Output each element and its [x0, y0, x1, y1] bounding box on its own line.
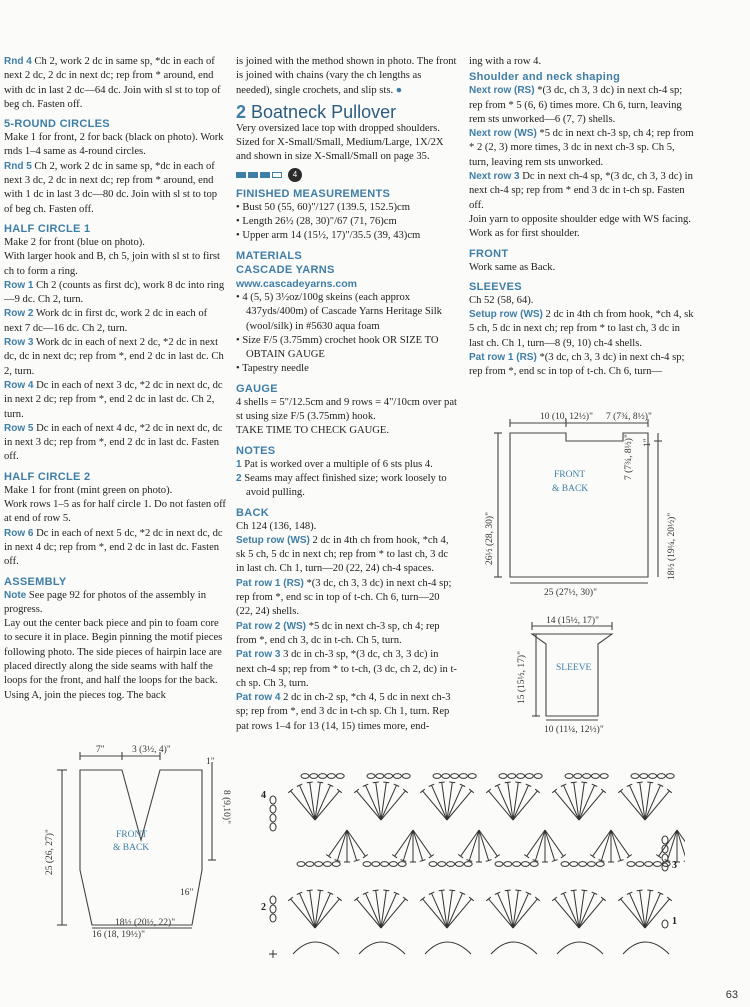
instruction-text: Make 1 for front, 2 for back (black on photo). Work rnds 1–4 same as 4-round circles. — [4, 132, 224, 158]
chain-stitch — [442, 774, 450, 779]
dc-stitch-top — [515, 890, 521, 891]
dc-stitch-top — [383, 890, 389, 891]
chain-stitch — [657, 774, 665, 779]
chain-stitch — [587, 862, 595, 867]
dc-stitch-top — [561, 854, 566, 857]
chain-stitch — [591, 774, 599, 779]
row-label: Row 5 — [4, 422, 34, 434]
row-label: Pat row 2 (WS) — [236, 620, 307, 632]
chain-stitch — [402, 774, 410, 779]
chain-stitch — [429, 862, 437, 867]
instruction-text: Lay out the center back piece and pin to foam core to secure it in place. Begin pinning the motif pieces following photo. The side pieces of hairpin lace are placed directly along the side seams with half the loops for the front, and half the loops for the back. Using A, join the pieces tog. The back — [4, 618, 223, 701]
dc-stitch-top — [581, 890, 587, 891]
chain-stitch — [385, 774, 393, 779]
row-label: Pat row 1 (RS) — [236, 577, 304, 589]
dc-stitch-top — [307, 890, 313, 891]
turning-chain — [270, 896, 276, 904]
turning-chain — [662, 854, 668, 862]
dc-stitch-top — [590, 854, 595, 857]
row-label: Pat row 1 (RS) — [469, 352, 537, 364]
pattern-intro: Very oversized lace top with dropped shoulders. Sized for X-Small/Small, Medium/Large, 1X/2X and shown in size X-Small/Small on page 35. — [236, 122, 444, 163]
dc-stitch — [413, 830, 423, 861]
chart-row-3: 3 — [672, 860, 677, 871]
chain-stitch — [363, 862, 371, 867]
chain-stitch — [649, 774, 657, 779]
vest-top-width: 7" — [96, 745, 105, 755]
pattern-title — [236, 102, 458, 122]
foundation-arc — [359, 942, 405, 954]
instruction-text: *(3 dc, ch 3, 3 dc) in next ch-4 sp; rep from * 5 (6, 6) times more. Ch 6, turn, leaving rem sts unworked—6 (7, 7) shells. — [469, 85, 683, 125]
instruction-text: 2 dc in ch-2 sp, *ch 4, 5 dc in next ch-3 sp; rep from *, end 3 dc in t-ch sp. Ch 1, turn. Rep pat rows 1–4 for 13 (14, 15) times more, end- — [236, 692, 451, 732]
chain-stitch — [297, 862, 305, 867]
vest-label-front: FRONT — [116, 830, 148, 840]
dc-stitch-top — [317, 782, 323, 783]
instruction-text: *5 dc in next ch-3 sp, ch 4; rep from * 2 (2, 3) more times, 3 dc in next ch-3 sp. Ch 5, turn, leaving rem sts unworked. — [469, 128, 694, 168]
pullover-width: 25 (27½, 30)" — [544, 588, 597, 598]
pullover-neck-width: 7 (7¾, 8½)" — [606, 412, 652, 422]
pullover-drop2: 7 (7¾, 8½)" — [624, 434, 634, 480]
dc-stitch — [479, 830, 497, 856]
chain-stitch — [376, 774, 384, 779]
list-item: • Tapestry needle — [236, 363, 309, 375]
chain-stitch — [332, 862, 340, 867]
chain-stitch — [631, 774, 639, 779]
page-number: 63 — [725, 989, 738, 1001]
row-label: Row 4 — [4, 379, 34, 391]
instruction-text: With larger hook and B, ch 5, join with sl st to first ch to form a ring. — [4, 251, 220, 277]
chain-stitch — [459, 774, 467, 779]
instruction-text: Ch 124 (136, 148). — [236, 520, 317, 532]
list-item: • Size F/5 (3.75mm) crochet hook OR SIZE TO OBTAIN GAUGE — [236, 334, 439, 361]
pullover-label-front: FRONT — [554, 470, 586, 480]
list-item: • Bust 50 (55, 60)"/127 (139.5, 152.5)cm — [236, 201, 410, 213]
chain-stitch — [627, 862, 635, 867]
pattern-name: Boatneck Pullover — [251, 101, 397, 122]
chain-stitch — [570, 862, 578, 867]
column-3 — [469, 55, 695, 380]
dc-stitch — [545, 830, 555, 861]
pullover-label-back: & BACK — [552, 484, 589, 494]
chain-stitch — [310, 774, 318, 779]
dc-stitch — [403, 830, 413, 861]
section-heading: FINISHED MEASUREMENTS — [236, 187, 391, 200]
section-heading: HALF CIRCLE 1 — [4, 222, 91, 235]
turning-chain — [662, 863, 668, 871]
instruction-text: 3 dc in ch-3 sp, *(3 dc, ch 3, 3 dc) in next ch-4 sp; rep from * to t-ch, (3 dc, ch 2, dc) in t-ch sp. Ch 3, turn. — [236, 649, 457, 689]
sleeve-label: SLEEVE — [556, 663, 592, 673]
chain-stitch — [666, 774, 674, 779]
row-label: Next row 3 — [469, 171, 520, 183]
pullover-length: 26½ (28, 30)" — [485, 512, 495, 565]
chain-stitch — [600, 774, 608, 779]
chain-stitch — [640, 774, 648, 779]
dc-stitch-top — [449, 782, 455, 783]
dc-stitch-top — [429, 854, 434, 857]
chart-row-1: 1 — [672, 916, 677, 927]
row-label: Pat row 3 — [236, 649, 281, 661]
dc-stitch-top — [439, 782, 445, 783]
dc-stitch-top — [326, 854, 331, 857]
instruction-text: Dc in each of next 3 dc, *2 dc in next dc, dc in next 2 dc; rep from *, end 2 dc in last dc. Ch 2, turn. — [4, 379, 223, 420]
chain-stitch — [579, 862, 587, 867]
chain-stitch — [521, 862, 529, 867]
dc-stitch-top — [495, 854, 500, 857]
dc-stitch-top — [515, 782, 521, 783]
chain-stitch — [525, 774, 533, 779]
dc-stitch — [601, 830, 611, 861]
chain-stitch — [513, 862, 521, 867]
chain-stitch — [495, 862, 503, 867]
chain-stitch — [464, 862, 472, 867]
instruction-text: Join yarn to opposite shoulder edge with WS facing. Work as for first shoulder. — [469, 213, 691, 240]
dc-stitch-top — [524, 854, 529, 857]
brand-url[interactable]: www.cascadeyarns.com — [236, 277, 358, 290]
turning-chain — [270, 805, 276, 813]
instruction-text: Make 1 for front (mint green on photo). — [4, 484, 173, 496]
dc-stitch — [337, 830, 347, 861]
chain-stitch — [319, 774, 327, 779]
row-label: Row 3 — [4, 337, 34, 349]
chain-stitch — [393, 774, 401, 779]
chain-stitch — [315, 862, 323, 867]
dc-stitch-top — [449, 890, 455, 891]
section-heading: BACK — [236, 506, 269, 519]
dc-stitch — [667, 830, 677, 861]
dc-stitch — [545, 830, 563, 856]
chain-stitch — [508, 774, 516, 779]
dc-stitch — [347, 830, 357, 861]
row-label: Next row (RS) — [469, 85, 535, 97]
dc-stitch — [479, 830, 489, 861]
section-heading: MATERIALS — [236, 249, 303, 262]
pullover-side: 18½ (19¼, 20½)" — [667, 512, 677, 580]
chain-stitch — [517, 774, 525, 779]
list-item: 1 Pat is worked over a multiple of 6 sts plus 4. — [236, 458, 433, 470]
dc-stitch — [329, 830, 347, 856]
chain-stitch — [653, 862, 661, 867]
dc-stitch-top — [505, 782, 511, 783]
chain-stitch — [504, 862, 512, 867]
sleeve-schematic — [512, 612, 632, 742]
dc-stitch-top — [581, 782, 587, 783]
chain-stitch — [433, 774, 441, 779]
row-label: Rnd 4 — [4, 56, 32, 67]
instruction-text: 4 shells = 5"/12.5cm and 9 rows = 4"/10cm over pat st using size F/5 (3.75mm) hook. — [236, 396, 457, 423]
pullover-top-width: 10 (10, 12½)" — [540, 412, 593, 422]
dc-stitch — [469, 830, 479, 861]
foundation-arc — [491, 942, 537, 954]
chain-stitch — [596, 862, 604, 867]
instruction-text: Dc in next ch-4 sp, *(3 dc, ch 3, 3 dc) in next ch-4 sp; rep from * end 3 dc in t-ch sp. Fasten off. — [469, 171, 693, 211]
turning-chain — [270, 905, 276, 913]
chain-stitch — [327, 774, 335, 779]
dc-stitch — [395, 830, 413, 856]
vest-length: 25 (26, 27)" — [45, 829, 55, 875]
hook-size-badge: 4 — [288, 168, 302, 182]
chain-stitch — [336, 774, 344, 779]
turning-chain — [270, 914, 276, 922]
turning-chain — [662, 836, 668, 844]
dc-stitch — [659, 830, 677, 856]
dc-stitch-top — [392, 854, 397, 857]
dc-stitch-top — [647, 782, 653, 783]
instruction-text: Ch 2, work 2 dc in same sp, *dc in each of next 3 dc, 2 dc in next dc; rep from * around, end with 1 dc in last 3 dc—80 dc. Join with sl st to top of beg ch. Fasten off. — [4, 160, 218, 215]
vest-schematic — [40, 740, 240, 940]
instruction-text: 2 dc in 4th ch from hook, *ch 4, sk 5 ch, 5 dc in next ch; rep from * to last ch, 3 dc in last ch. Ch 1, turn—20 (22, 24) ch-4 spaces. — [236, 534, 449, 575]
dc-stitch — [461, 830, 479, 856]
list-item: • Upper arm 14 (15½, 17)"/35.5 (39, 43)cm — [236, 230, 421, 242]
chain-stitch — [398, 862, 406, 867]
stitch-chart — [255, 760, 685, 965]
chain-stitch — [455, 862, 463, 867]
row-label: Pat row 4 — [236, 692, 281, 704]
dc-stitch-top — [637, 782, 643, 783]
dc-stitch — [413, 830, 431, 856]
dc-stitch-top — [363, 854, 368, 857]
vest-width: 18½ (20½, 22)" — [115, 918, 176, 928]
chain-stitch — [372, 862, 380, 867]
vest-shoulder-drop: 1" — [206, 757, 215, 767]
dc-stitch-top — [439, 890, 445, 891]
vest-label-back: & BACK — [113, 843, 150, 853]
pullover-drop: 1" — [643, 438, 653, 447]
chain-stitch — [534, 774, 542, 779]
section-heading: ASSEMBLY — [4, 575, 67, 588]
dc-stitch-top — [656, 854, 661, 857]
dc-stitch — [347, 830, 365, 856]
instruction-text: ing with a row 4. — [469, 56, 542, 67]
instruction-text: *(3 dc, ch 3, 3 dc) in next ch-4 sp; rep from *, end sc in top of t-ch. Ch 6, turn— — [469, 352, 685, 378]
dc-stitch-top — [571, 782, 577, 783]
row-label: Row 6 — [4, 527, 34, 539]
row-label: Row 2 — [4, 308, 34, 320]
section-heading: GAUGE — [236, 382, 278, 395]
dc-stitch — [611, 830, 629, 856]
row-label: Rnd 5 — [4, 160, 32, 172]
section-heading: 5-ROUND CIRCLES — [4, 118, 110, 131]
instruction-text: Work dc in each of next 2 dc, *2 dc in next dc, dc in next dc; rep from *, end 2 dc in last dc. Ch 2, turn. — [4, 337, 224, 377]
foundation-arc — [557, 942, 603, 954]
chart-row-2: 2 — [261, 902, 266, 913]
instruction-text: Ch 52 (58, 64). — [469, 294, 534, 306]
dc-stitch-top — [317, 890, 323, 891]
chain-stitch — [583, 774, 591, 779]
foundation-arc — [293, 942, 339, 954]
turning-chain — [270, 814, 276, 822]
instruction-text: 2 dc in 4th ch from hook, *ch 4, sk 5 ch, 5 dc in next ch; rep from * to last ch, 3 dc in last ch. Ch 1, turn—8 (9, 10) ch-4 shells. — [469, 309, 694, 349]
sleeve-length: 15 (15½, 17)" — [517, 651, 527, 704]
instruction-text: Work dc in first dc, work 2 dc in each of next 7 dc—16 dc. Ch 2, turn. — [4, 308, 208, 334]
chain-stitch — [323, 862, 331, 867]
section-heading: NOTES — [236, 444, 276, 457]
row-label: Next row (WS) — [469, 128, 537, 140]
dc-stitch-top — [571, 890, 577, 891]
brand-heading: CASCADE YARNS — [236, 263, 335, 276]
dc-stitch-top — [383, 782, 389, 783]
chain-stitch — [468, 774, 476, 779]
sleeve-outline — [532, 634, 612, 716]
instruction-text: See page 92 for photos of the assembly in progress. — [4, 589, 206, 615]
list-item: 2 Seams may affect finished size; work loosely to avoid pulling. — [236, 472, 447, 499]
instruction-text: *5 dc in next ch-3 sp, ch 4; rep from *, end ch 3, dc in t-ch. Ch 5, turn. — [236, 620, 440, 646]
instruction-text: is joined with the method shown in photo. The front is joined with chains (vary the ch lengths as needed), single crochets, and slip sts. — [236, 56, 457, 96]
chain-stitch — [306, 862, 314, 867]
turning-chain — [662, 845, 668, 853]
pullover-schematic — [478, 405, 683, 605]
chain-stitch — [645, 862, 653, 867]
dc-stitch-top — [373, 890, 379, 891]
chain-stitch — [381, 862, 389, 867]
chain-stitch — [451, 774, 459, 779]
vest-neck-width: 3 (3½, 4)" — [132, 745, 171, 755]
instruction-text: Dc in each of next 5 dc, *2 dc in next dc, dc in next 4 dc; rep from *, end 2 dc in last dc. Fasten off. — [4, 527, 223, 568]
dc-stitch-top — [307, 782, 313, 783]
dc-stitch-top — [373, 782, 379, 783]
chain-stitch — [447, 862, 455, 867]
chain-stitch — [499, 774, 507, 779]
dc-stitch-top — [458, 854, 463, 857]
row-label: Row 1 — [4, 279, 34, 291]
dc-stitch-top — [647, 890, 653, 891]
turning-chain — [662, 920, 668, 928]
column-1 — [4, 55, 226, 703]
dc-stitch — [677, 830, 685, 861]
column-2 — [236, 55, 458, 734]
dc-stitch-top — [627, 854, 632, 857]
dc-stitch — [611, 830, 621, 861]
instruction-text: Ch 2 (counts as first dc), work 8 dc into ring—9 dc. Ch 2, turn. — [4, 279, 225, 306]
chain-stitch — [530, 862, 538, 867]
end-dot-icon: ● — [395, 84, 403, 96]
note-label: Note — [4, 589, 27, 601]
chain-stitch — [301, 774, 309, 779]
sleeve-bottom: 10 (11¼, 12½)" — [544, 725, 604, 735]
dc-stitch-top — [505, 890, 511, 891]
row-label: Setup row (WS) — [236, 534, 310, 546]
instruction-text: Work same as Back. — [469, 261, 556, 273]
instruction-text: Make 2 for front (blue on photo). — [4, 236, 145, 248]
turning-chain — [270, 796, 276, 804]
chain-stitch — [636, 862, 644, 867]
dc-stitch-top — [637, 890, 643, 891]
vest-bottom: 16 (18, 19½)" — [92, 930, 145, 940]
chain-stitch — [438, 862, 446, 867]
section-heading: FRONT — [469, 247, 509, 260]
section-heading: Shoulder and neck shaping — [469, 71, 621, 84]
instruction-text: TAKE TIME TO CHECK GAUGE. — [236, 425, 390, 437]
turning-chain — [270, 823, 276, 831]
instruction-text: Ch 2, work 2 dc in same sp, *dc in each of next 2 dc, 2 dc in next dc; rep from * around, end with dc in last 2 dc—64 dc. Join with sl st to top of beg ch. Fasten off. — [4, 56, 221, 110]
skill-level-icon — [236, 168, 458, 182]
row-label: Setup row (WS) — [469, 309, 543, 321]
instruction-text: Dc in each of next 4 dc, *2 dc in next dc, dc in next 3 dc; rep from *, end 2 dc in last dc. Fasten off. — [4, 422, 223, 463]
chart-row-4: 4 — [261, 790, 266, 801]
vest-armhole: 8 (9,10)" — [221, 790, 231, 824]
instruction-text: *(3 dc, ch 3, 3 dc) in next ch-4 sp; rep from *, end sc in top of t-ch. Ch 6, turn—20 (22, 24) shells. — [236, 577, 452, 618]
sleeve-top-width: 14 (15½, 17)" — [546, 616, 599, 626]
list-item: • 4 (5, 5) 3½oz/100g skeins (each approx 437yds/400m) of Cascade Yarns Heritage Silk (wool/silk) in #5630 aqua foam — [236, 291, 442, 332]
section-heading: HALF CIRCLE 2 — [4, 470, 91, 483]
foundation-arc — [623, 942, 669, 954]
chain-stitch — [574, 774, 582, 779]
list-item: • Length 26½ (28, 30)"/67 (71, 76)cm — [236, 216, 397, 228]
dc-stitch — [527, 830, 545, 856]
chain-stitch — [389, 862, 397, 867]
instruction-text: Work rows 1–5 as for half circle 1. Do not fasten off at end of row 5. — [4, 499, 226, 525]
dc-stitch — [535, 830, 545, 861]
chain-stitch — [561, 862, 569, 867]
chain-stitch — [367, 774, 375, 779]
foundation-arc — [425, 942, 471, 954]
section-heading: SLEEVES — [469, 280, 522, 293]
chain-stitch — [565, 774, 573, 779]
dc-stitch-top — [684, 860, 685, 862]
dc-stitch — [593, 830, 611, 856]
pattern-number: 2 — [236, 101, 247, 122]
vest-side: 16" — [180, 888, 194, 898]
